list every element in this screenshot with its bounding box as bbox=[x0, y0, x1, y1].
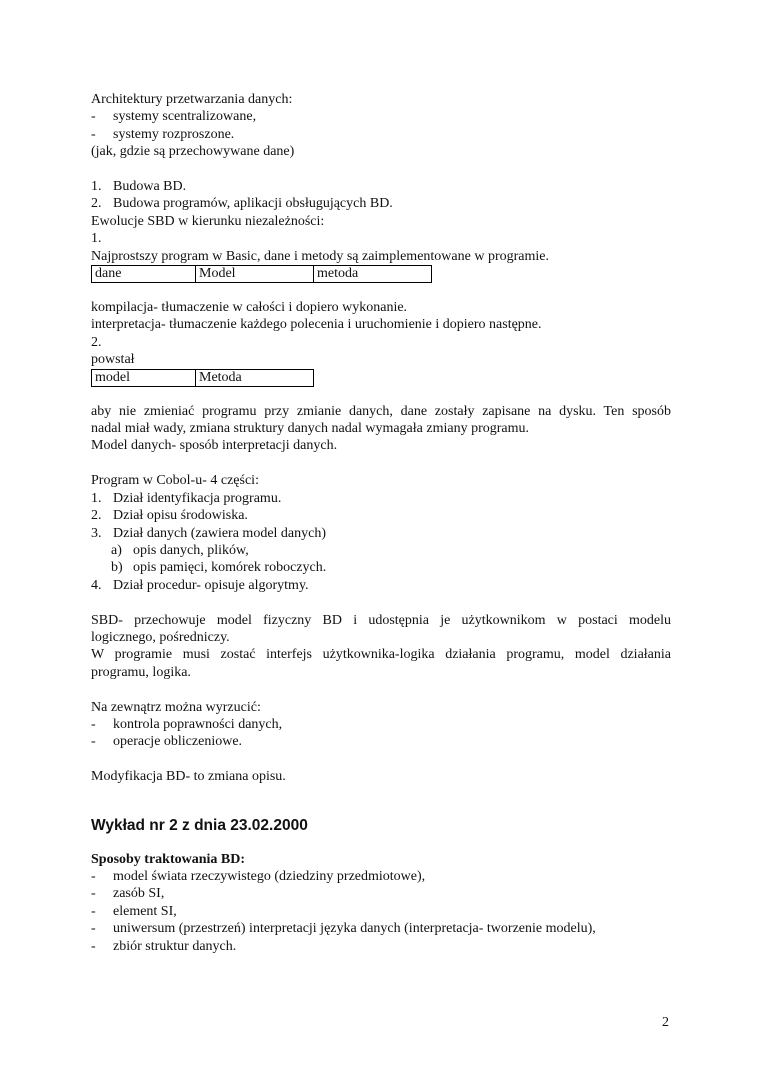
sub-item: b) opis pamięci, komórek roboczych. bbox=[111, 560, 327, 576]
paragraph: logicznego, pośredniczy. bbox=[91, 629, 230, 645]
sub-item: a) opis danych, plików, bbox=[111, 542, 249, 558]
section-title: Program w Cobol-u- 4 części: bbox=[91, 473, 259, 489]
lecture-heading: Wykład nr 2 z dnia 23.02.2000 bbox=[91, 816, 308, 834]
paragraph: Najprostszy program w Basic, dane i metody są zaimplementowane w programie. bbox=[91, 248, 549, 264]
paragraph: Modyfikacja BD- to zmiana opisu. bbox=[91, 769, 286, 785]
bullet-item: - operacje obliczeniowe. bbox=[91, 734, 243, 750]
table-cell: model bbox=[92, 369, 196, 386]
subheading: Sposoby traktowania BD: bbox=[91, 851, 246, 867]
numbered-item: 3. Dział danych (zawiera model danych) bbox=[91, 525, 327, 541]
section-title: Ewolucje SBD w kierunku niezależności: bbox=[91, 213, 325, 229]
paragraph: SBD- przechowuje model fizyczny BD i udostępnia je użytkownikom w postaci modelu bbox=[91, 612, 671, 628]
table-cell: metoda bbox=[314, 266, 432, 283]
paragraph: W programie musi zostać interfejs użytkownika-logika działania programu, model działania bbox=[91, 647, 671, 663]
note-text: (jak, gdzie są przechowywane dane) bbox=[91, 144, 295, 160]
step-number: 1. bbox=[91, 231, 102, 247]
table-dane-model-metoda bbox=[91, 265, 432, 283]
bullet-item: - uniwersum (przestrzeń) interpretacji języka danych (interpretacja- tworzenie modelu), bbox=[91, 921, 596, 937]
document-page bbox=[91, 91, 671, 955]
page-number: 2 bbox=[662, 1015, 669, 1030]
paragraph: nadal miał wady, zmiana struktury danych nadal wymagała zmiany programu. bbox=[91, 421, 529, 437]
bullet-item: - zasób SI, bbox=[91, 886, 165, 902]
definition: Model danych- sposób interpretacji danych. bbox=[91, 438, 338, 454]
numbered-item: 1. Budowa BD. bbox=[91, 179, 187, 195]
paragraph: kompilacja- tłumaczenie w całości i dopiero wykonanie. bbox=[91, 300, 408, 316]
bullet-item: - element SI, bbox=[91, 903, 177, 919]
bullet-item: - model świata rzeczywistego (dziedziny przedmiotowe), bbox=[91, 868, 426, 884]
paragraph: aby nie zmieniać programu przy zmianie danych, dane zostały zapisane na dysku. Ten sposób bbox=[91, 403, 671, 419]
step-number: 2. bbox=[91, 334, 102, 350]
bullet-item: - kontrola poprawności danych, bbox=[91, 716, 283, 732]
table-cell: dane bbox=[92, 266, 196, 283]
paragraph: powstał bbox=[91, 352, 135, 368]
table-model-metoda bbox=[91, 369, 314, 387]
numbered-item: 1. Dział identyfikacja programu. bbox=[91, 490, 282, 506]
section-title: Na zewnątrz można wyrzucić: bbox=[91, 699, 261, 715]
bullet-item: - systemy rozproszone. bbox=[91, 126, 235, 142]
paragraph: programu, logika. bbox=[91, 664, 191, 680]
numbered-item: 4. Dział procedur- opisuje algorytmy. bbox=[91, 577, 309, 593]
bullet-item: - zbiór struktur danych. bbox=[91, 938, 237, 954]
section-title: Architektury przetwarzania danych: bbox=[91, 92, 293, 107]
numbered-item: 2. Budowa programów, aplikacji obsługujących BD. bbox=[91, 196, 393, 212]
table-cell: Model bbox=[196, 266, 314, 283]
table-cell: Metoda bbox=[196, 369, 314, 386]
numbered-item: 2. Dział opisu środowiska. bbox=[91, 508, 248, 524]
bullet-item: - systemy scentralizowane, bbox=[91, 109, 257, 125]
paragraph: interpretacja- tłumaczenie każdego polecenia i uruchomienie i dopiero następne. bbox=[91, 317, 542, 333]
